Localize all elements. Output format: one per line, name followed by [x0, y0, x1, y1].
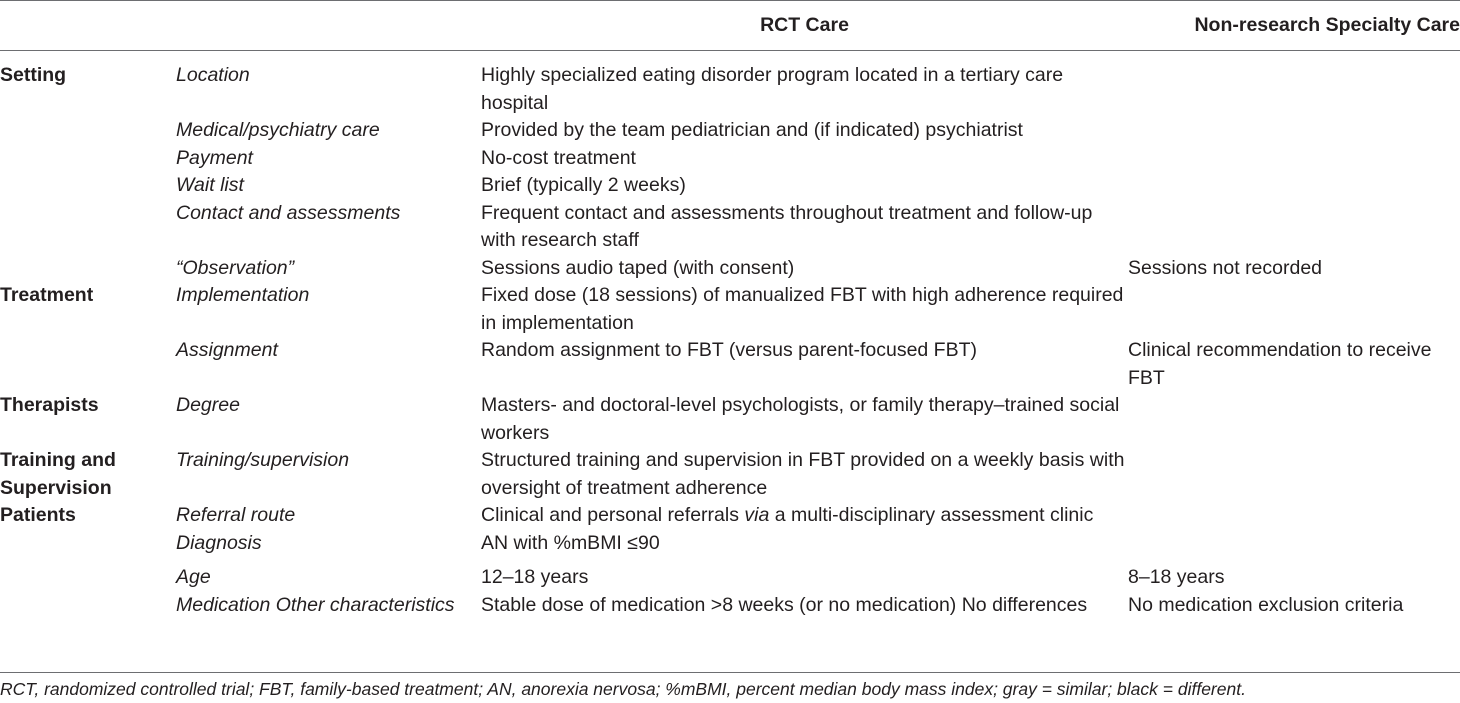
- table-footnote: RCT, randomized controlled trial; FBT, family-based treatment; AN, anorexia nervosa; %mBMI, percent median body mass index; gray = similar; black = different.: [0, 679, 1246, 699]
- header-rct-care: RCT Care: [760, 13, 849, 36]
- table-row: [0, 447, 1460, 502]
- row-nonresearch: [1128, 502, 1460, 530]
- row-item: Medication Other characteristics: [176, 593, 455, 616]
- row-item: Age: [176, 566, 211, 588]
- row-item: Contact and assessments: [176, 201, 401, 224]
- header-category: [0, 0, 176, 51]
- row-category: [0, 172, 176, 200]
- row-item: Payment: [176, 146, 253, 169]
- table-row: [0, 592, 1460, 620]
- row-nonresearch: Clinical recommendation to receive FBT: [1128, 339, 1432, 389]
- table-row: [0, 392, 1460, 447]
- rct-text-pre: Clinical and personal referrals: [481, 504, 745, 526]
- header-row: [0, 0, 1460, 51]
- row-nonresearch: [1128, 200, 1460, 255]
- row-item: Assignment: [176, 339, 278, 361]
- row-rct: Highly specialized eating disorder program located in a tertiary care hospital: [481, 64, 1064, 114]
- row-rct: Frequent contact and assessments throughout treatment and follow-up with research staff: [481, 201, 1093, 251]
- row-rct: Stable dose of medication >8 weeks (or no medication) No differences: [481, 593, 1088, 616]
- row-category: [0, 592, 176, 620]
- row-category: Therapists: [0, 394, 99, 416]
- row-rct: Brief (typically 2 weeks): [481, 174, 686, 196]
- table-row: [0, 530, 1460, 565]
- row-nonresearch: [1128, 282, 1460, 337]
- row-nonresearch: No medication exclusion criteria: [1128, 593, 1404, 616]
- row-item: Referral route: [176, 504, 296, 526]
- row-nonresearch: [1128, 51, 1460, 117]
- table-row: [0, 564, 1460, 592]
- row-item: Training/supervision: [176, 449, 350, 471]
- rct-text-post: a multi-disciplinary assessment clinic: [769, 504, 1094, 526]
- table-row: [0, 337, 1460, 392]
- row-item: “Observation”: [176, 256, 295, 279]
- table-row: [0, 282, 1460, 337]
- table-row: [0, 117, 1460, 145]
- table-row: [0, 145, 1460, 173]
- row-nonresearch: [1128, 172, 1460, 200]
- row-category: Treatment: [0, 284, 94, 306]
- row-nonresearch: [1128, 392, 1460, 447]
- header-nonresearch-care: Non-research Specialty Care: [1194, 13, 1460, 36]
- row-category: Setting: [0, 64, 67, 86]
- row-item: Location: [176, 64, 250, 86]
- row-rct: Sessions audio taped (with consent): [481, 256, 795, 279]
- row-rct: Fixed dose (18 sessions) of manualized FBT with high adherence required in implementation: [481, 284, 1124, 334]
- row-category: Patients: [0, 504, 76, 526]
- rct-text-emphasis: via: [744, 504, 770, 526]
- row-rct: Random assignment to FBT (versus parent-focused FBT): [481, 339, 978, 361]
- row-rct: Provided by the team pediatrician and (if indicated) psychiatrist: [481, 119, 1023, 141]
- row-category: Training and Supervision: [0, 449, 116, 499]
- row-nonresearch: Sessions not recorded: [1128, 256, 1323, 279]
- header-item: [176, 0, 481, 51]
- row-item: Wait list: [176, 174, 244, 196]
- table-row: [0, 172, 1460, 200]
- row-category: [0, 530, 176, 565]
- row-rct: [481, 502, 1128, 530]
- table-row: [0, 255, 1460, 283]
- row-rct: Structured training and supervision in FBT provided on a weekly basis with oversight of treatment adherence: [481, 449, 1125, 499]
- row-rct: No-cost treatment: [481, 146, 636, 169]
- row-category: [0, 564, 176, 592]
- row-nonresearch: [1128, 447, 1460, 502]
- row-category: [0, 145, 176, 173]
- row-rct: AN with %mBMI ≤90: [481, 531, 660, 554]
- row-rct: 12–18 years: [481, 566, 589, 588]
- table-row: [0, 502, 1460, 530]
- row-nonresearch: 8–18 years: [1128, 566, 1225, 588]
- row-nonresearch: [1128, 117, 1460, 145]
- row-category: [0, 200, 176, 255]
- row-item: Implementation: [176, 284, 310, 306]
- row-item: Degree: [176, 394, 240, 416]
- table-row: [0, 51, 1460, 117]
- row-category: [0, 255, 176, 283]
- row-item: Diagnosis: [176, 531, 262, 554]
- table-bottom-rule: [0, 672, 1460, 673]
- row-nonresearch: [1128, 530, 1460, 565]
- row-category: [0, 117, 176, 145]
- table-row: [0, 200, 1460, 255]
- row-category: [0, 337, 176, 392]
- row-nonresearch: [1128, 145, 1460, 173]
- row-rct: Masters- and doctoral-level psychologists, or family therapy–trained social workers: [481, 394, 1120, 444]
- row-item: Medical/psychiatry care: [176, 119, 380, 141]
